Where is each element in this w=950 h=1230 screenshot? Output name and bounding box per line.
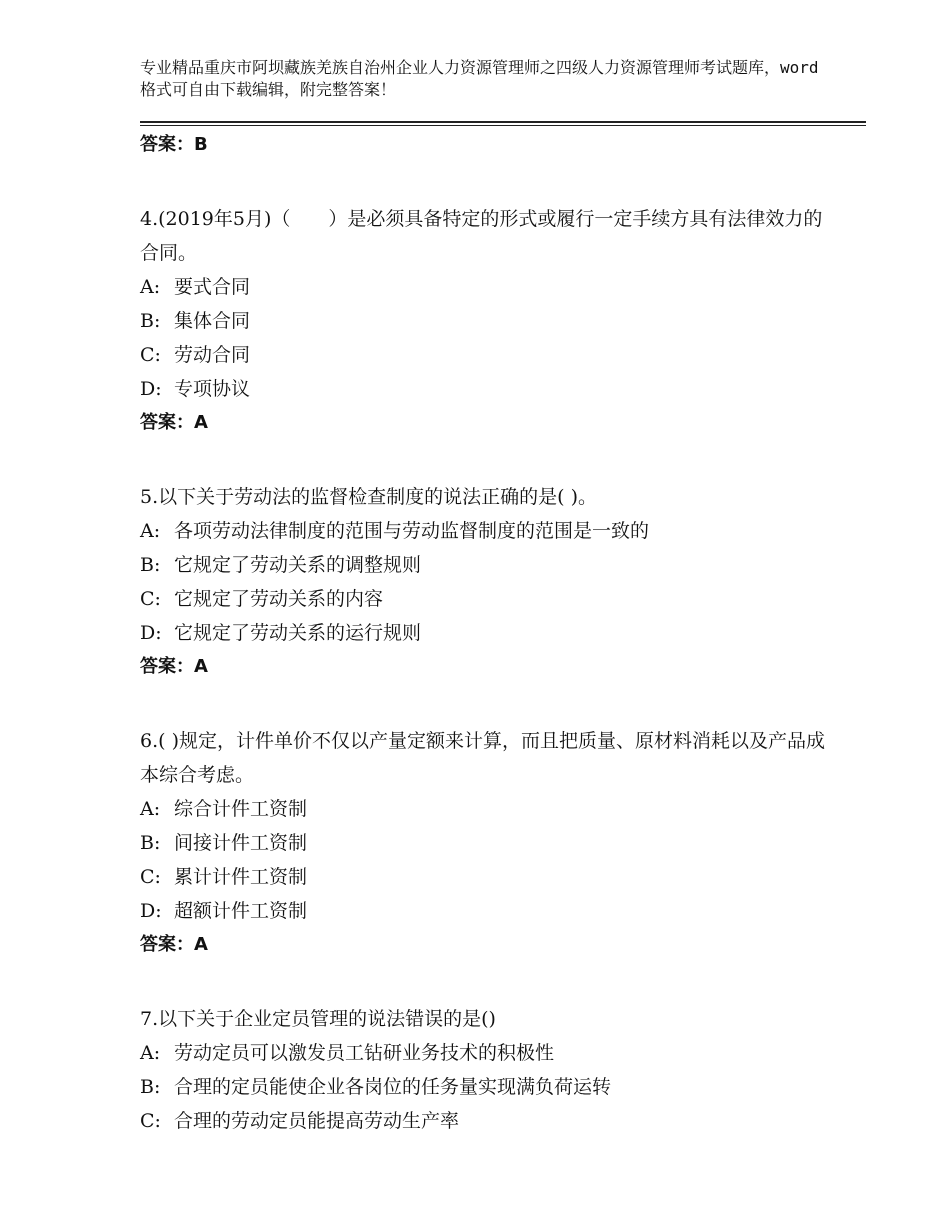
option-letter: C: bbox=[140, 588, 161, 610]
option-letter: D: bbox=[140, 622, 162, 644]
header-rule-thin bbox=[140, 125, 866, 126]
option-a bbox=[140, 514, 830, 548]
document-header: 专业精品重庆市阿坝藏族羌族自治州企业人力资源管理师之四级人力资源管理师考试题库，word格式可自由下载编辑，附完整答案！ bbox=[140, 58, 819, 99]
option-letter: C: bbox=[140, 344, 161, 366]
option-text: 累计计件工资制 bbox=[174, 866, 308, 888]
option-text: 各项劳动法律制度的范围与劳动监督制度的范围是一致的 bbox=[174, 520, 650, 542]
header-rule-thick bbox=[140, 121, 866, 123]
question-5 bbox=[140, 480, 830, 684]
option-letter: B: bbox=[140, 310, 161, 332]
option-d bbox=[140, 894, 830, 928]
option-letter: C: bbox=[140, 1110, 161, 1132]
question-stem: 6.( )规定，计件单价不仅以产量定额来计算，而且把质量、原材料消耗以及产品成本综合考虑。 bbox=[140, 730, 825, 786]
option-a bbox=[140, 270, 830, 304]
option-b bbox=[140, 1070, 830, 1104]
question-6 bbox=[140, 724, 830, 962]
option-text: 劳动定员可以激发员工钻研业务技术的积极性 bbox=[174, 1042, 555, 1064]
option-letter: A: bbox=[140, 276, 161, 298]
option-text: 它规定了劳动关系的调整规则 bbox=[174, 554, 422, 576]
question-stem: 7.以下关于企业定员管理的说法错误的是() bbox=[140, 1008, 496, 1030]
option-text: 它规定了劳动关系的内容 bbox=[174, 588, 384, 610]
question-stem: 5.以下关于劳动法的监督检查制度的说法正确的是( )。 bbox=[140, 486, 597, 508]
option-b bbox=[140, 826, 830, 860]
option-letter: D: bbox=[140, 378, 162, 400]
option-text: 它规定了劳动关系的运行规则 bbox=[174, 622, 422, 644]
answer-label: 答案：A bbox=[140, 656, 208, 677]
option-text: 综合计件工资制 bbox=[174, 798, 308, 820]
option-c bbox=[140, 338, 830, 372]
question-7 bbox=[140, 1002, 830, 1138]
option-text: 劳动合同 bbox=[174, 344, 251, 366]
option-letter: D: bbox=[140, 900, 162, 922]
option-text: 专项协议 bbox=[174, 378, 251, 400]
option-d bbox=[140, 372, 830, 406]
option-d bbox=[140, 616, 830, 650]
option-letter: A: bbox=[140, 1042, 161, 1064]
option-a bbox=[140, 1036, 830, 1070]
option-letter: C: bbox=[140, 866, 161, 888]
previous-answer: 答案：B bbox=[140, 134, 208, 155]
option-text: 合理的定员能使企业各岗位的任务量实现满负荷运转 bbox=[174, 1076, 612, 1098]
option-letter: B: bbox=[140, 1076, 161, 1098]
option-letter: B: bbox=[140, 832, 161, 854]
option-text: 集体合同 bbox=[174, 310, 251, 332]
option-letter: A: bbox=[140, 798, 161, 820]
option-text: 超额计件工资制 bbox=[174, 900, 308, 922]
option-text: 要式合同 bbox=[174, 276, 251, 298]
question-stem: 4.(2019年5月)（ ）是必须具备特定的形式或履行一定手续方具有法律效力的合同。 bbox=[140, 208, 823, 264]
answer-label: 答案：A bbox=[140, 934, 208, 955]
option-text: 合理的劳动定员能提高劳动生产率 bbox=[174, 1110, 460, 1132]
option-c bbox=[140, 860, 830, 894]
answer-label: 答案：A bbox=[140, 412, 208, 433]
option-letter: A: bbox=[140, 520, 161, 542]
question-4 bbox=[140, 202, 830, 440]
option-text: 间接计件工资制 bbox=[174, 832, 308, 854]
option-c bbox=[140, 582, 830, 616]
question-list bbox=[140, 128, 830, 1138]
option-c bbox=[140, 1104, 830, 1138]
option-a bbox=[140, 792, 830, 826]
option-b bbox=[140, 304, 830, 338]
option-b bbox=[140, 548, 830, 582]
option-letter: B: bbox=[140, 554, 161, 576]
